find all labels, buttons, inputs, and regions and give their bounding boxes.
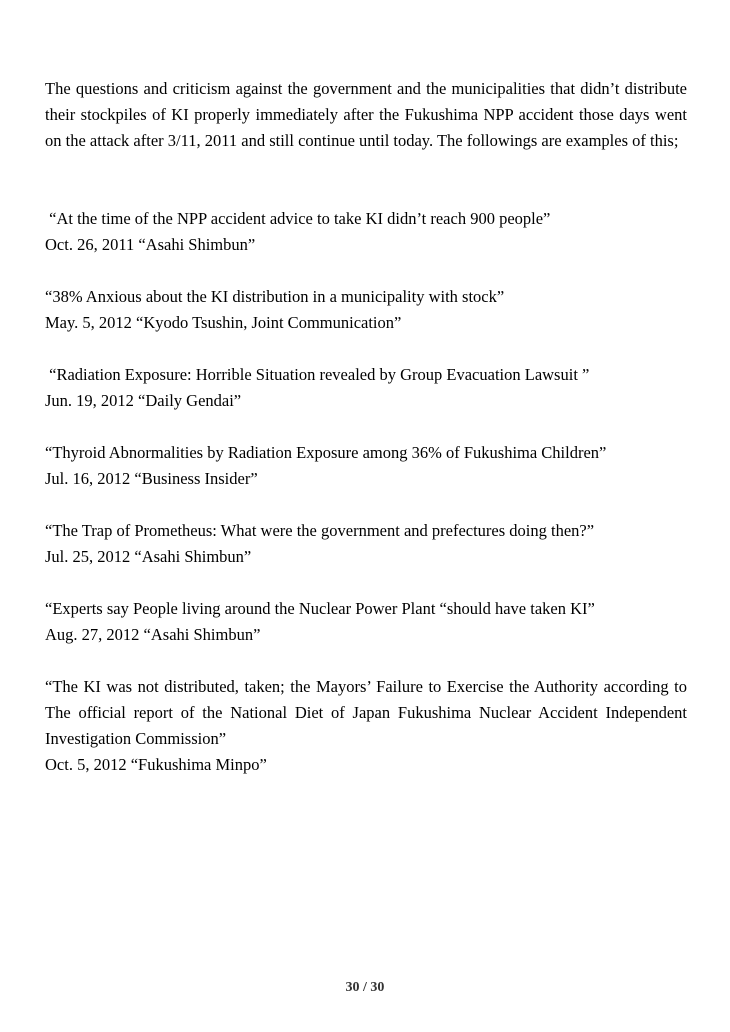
page-content bbox=[45, 76, 687, 804]
entry-headline: “The KI was not distributed, taken; the Mayors’ Failure to Exercise the Authority according to The official report of the National Diet of Japan Fukushima Nuclear Accident Independent Investigation Commission” bbox=[45, 677, 687, 748]
entry-source: Jul. 25, 2012 “Asahi Shimbun” bbox=[45, 547, 252, 566]
news-entry bbox=[45, 518, 687, 570]
entry-headline: “At the time of the NPP accident advice to take KI didn’t reach 900 people” bbox=[45, 209, 551, 228]
entry-headline: “Radiation Exposure: Horrible Situation revealed by Group Evacuation Lawsuit ” bbox=[45, 365, 590, 384]
intro-paragraph: The questions and criticism against the government and the municipalities that didn’t distribute their stockpiles of KI properly immediately after the Fukushima NPP accident those days went on the attack after 3/11, 2011 and still continue until today. The followings are examples of this; bbox=[45, 79, 687, 150]
news-entry bbox=[45, 284, 687, 336]
news-entries-list bbox=[45, 206, 687, 778]
entry-source: Jun. 19, 2012 “Daily Gendai” bbox=[45, 391, 242, 410]
entry-source: Jul. 16, 2012 “Business Insider” bbox=[45, 469, 258, 488]
entry-headline: “Experts say People living around the Nuclear Power Plant “should have taken KI” bbox=[45, 599, 595, 618]
entry-headline: “Thyroid Abnormalities by Radiation Exposure among 36% of Fukushima Children” bbox=[45, 443, 607, 462]
news-entry bbox=[45, 206, 687, 258]
news-entry bbox=[45, 596, 687, 648]
entry-source: Oct. 26, 2011 “Asahi Shimbun” bbox=[45, 235, 256, 254]
entry-source: Aug. 27, 2012 “Asahi Shimbun” bbox=[45, 625, 261, 644]
news-entry bbox=[45, 440, 687, 492]
page-number: 30 / 30 bbox=[345, 980, 385, 995]
news-entry bbox=[45, 674, 687, 778]
news-entry bbox=[45, 362, 687, 414]
entry-headline: “The Trap of Prometheus: What were the government and prefectures doing then?” bbox=[45, 521, 595, 540]
entry-source: Oct. 5, 2012 “Fukushima Minpo” bbox=[45, 755, 267, 774]
entry-headline: “38% Anxious about the KI distribution in a municipality with stock” bbox=[45, 287, 505, 306]
entry-source: May. 5, 2012 “Kyodo Tsushin, Joint Communication” bbox=[45, 313, 402, 332]
